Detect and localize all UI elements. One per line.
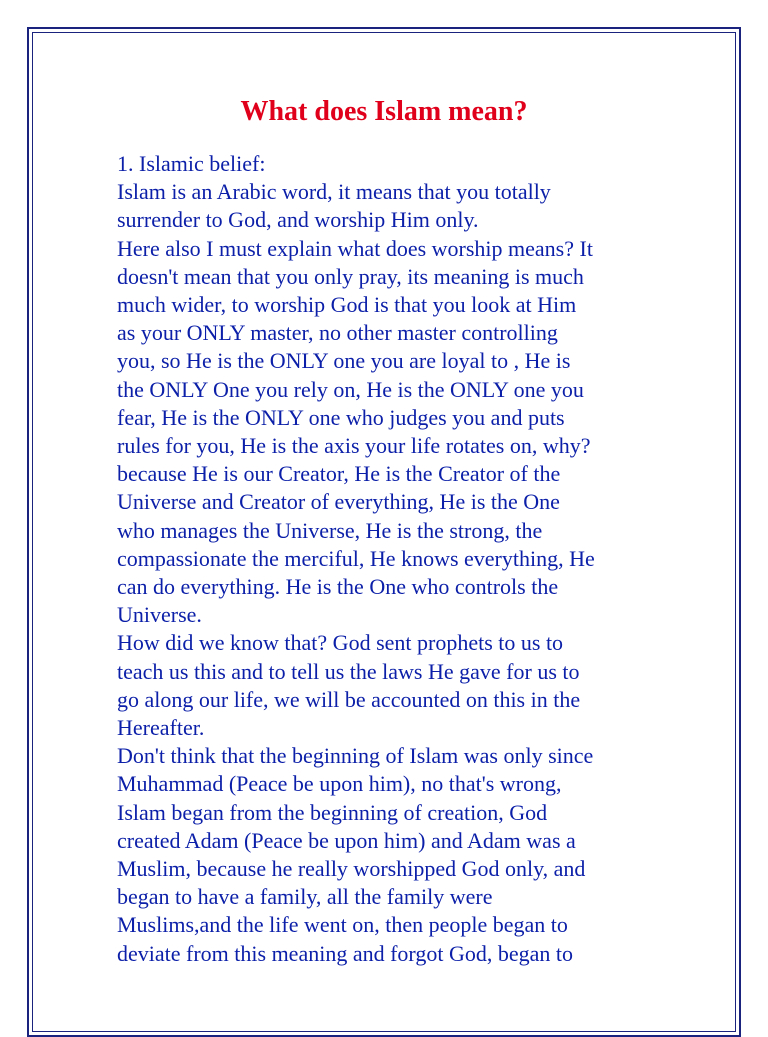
body-line: the ONLY One you rely on, He is the ONLY one you: [117, 376, 584, 402]
body-line: fear, He is the ONLY one who judges you and puts: [117, 404, 565, 430]
body-line: teach us this and to tell us the laws He gave for us to: [117, 658, 580, 684]
body-line: Here also I must explain what does worship means? It: [117, 235, 593, 261]
body-line: 1. Islamic belief:: [117, 151, 266, 176]
body-line: because He is our Creator, He is the Creator of the: [117, 461, 561, 487]
body-line: deviate from this meaning and forgot God, began to: [117, 940, 573, 966]
document-title: What does Islam mean?: [240, 96, 528, 127]
body-line: Muslims,and the life went on, then people began to: [117, 912, 568, 938]
body-line: Muhammad (Peace be upon him), no that's wrong,: [117, 771, 562, 797]
body-line: doesn't mean that you only pray, its meaning is much: [117, 263, 584, 289]
body-line: go along our life, we will be accounted on this in the: [117, 686, 581, 712]
body-line: you, so He is the ONLY one you are loyal to , He is: [117, 348, 571, 374]
body-line: Islam began from the beginning of creation, God: [117, 799, 548, 825]
body-line: rules for you, He is the axis your life rotates on, why?: [117, 433, 591, 459]
body-line: Don't think that the beginning of Islam was only since: [117, 743, 594, 769]
body-line: Islam is an Arabic word, it means that you totally: [117, 179, 551, 205]
body-line: who manages the Universe, He is the strong, the: [117, 517, 543, 543]
body-line: much wider, to worship God is that you look at Him: [117, 292, 577, 318]
document-body: [117, 150, 737, 968]
body-line: began to have a family, all the family were: [117, 884, 493, 910]
body-line: Hereafter.: [117, 715, 205, 741]
body-line: Universe and Creator of everything, He is the One: [117, 489, 560, 515]
body-line: can do everything. He is the One who controls the: [117, 574, 559, 600]
body-line: compassionate the merciful, He knows everything, He: [117, 545, 595, 571]
body-line: created Adam (Peace be upon him) and Adam was a: [117, 827, 576, 853]
body-line: Universe.: [117, 602, 202, 628]
body-line: Muslim, because he really worshipped God only, and: [117, 856, 586, 882]
body-line: surrender to God, and worship Him only.: [117, 207, 479, 233]
body-line: How did we know that? God sent prophets to us to: [117, 630, 564, 656]
body-line: as your ONLY master, no other master controlling: [117, 320, 558, 346]
